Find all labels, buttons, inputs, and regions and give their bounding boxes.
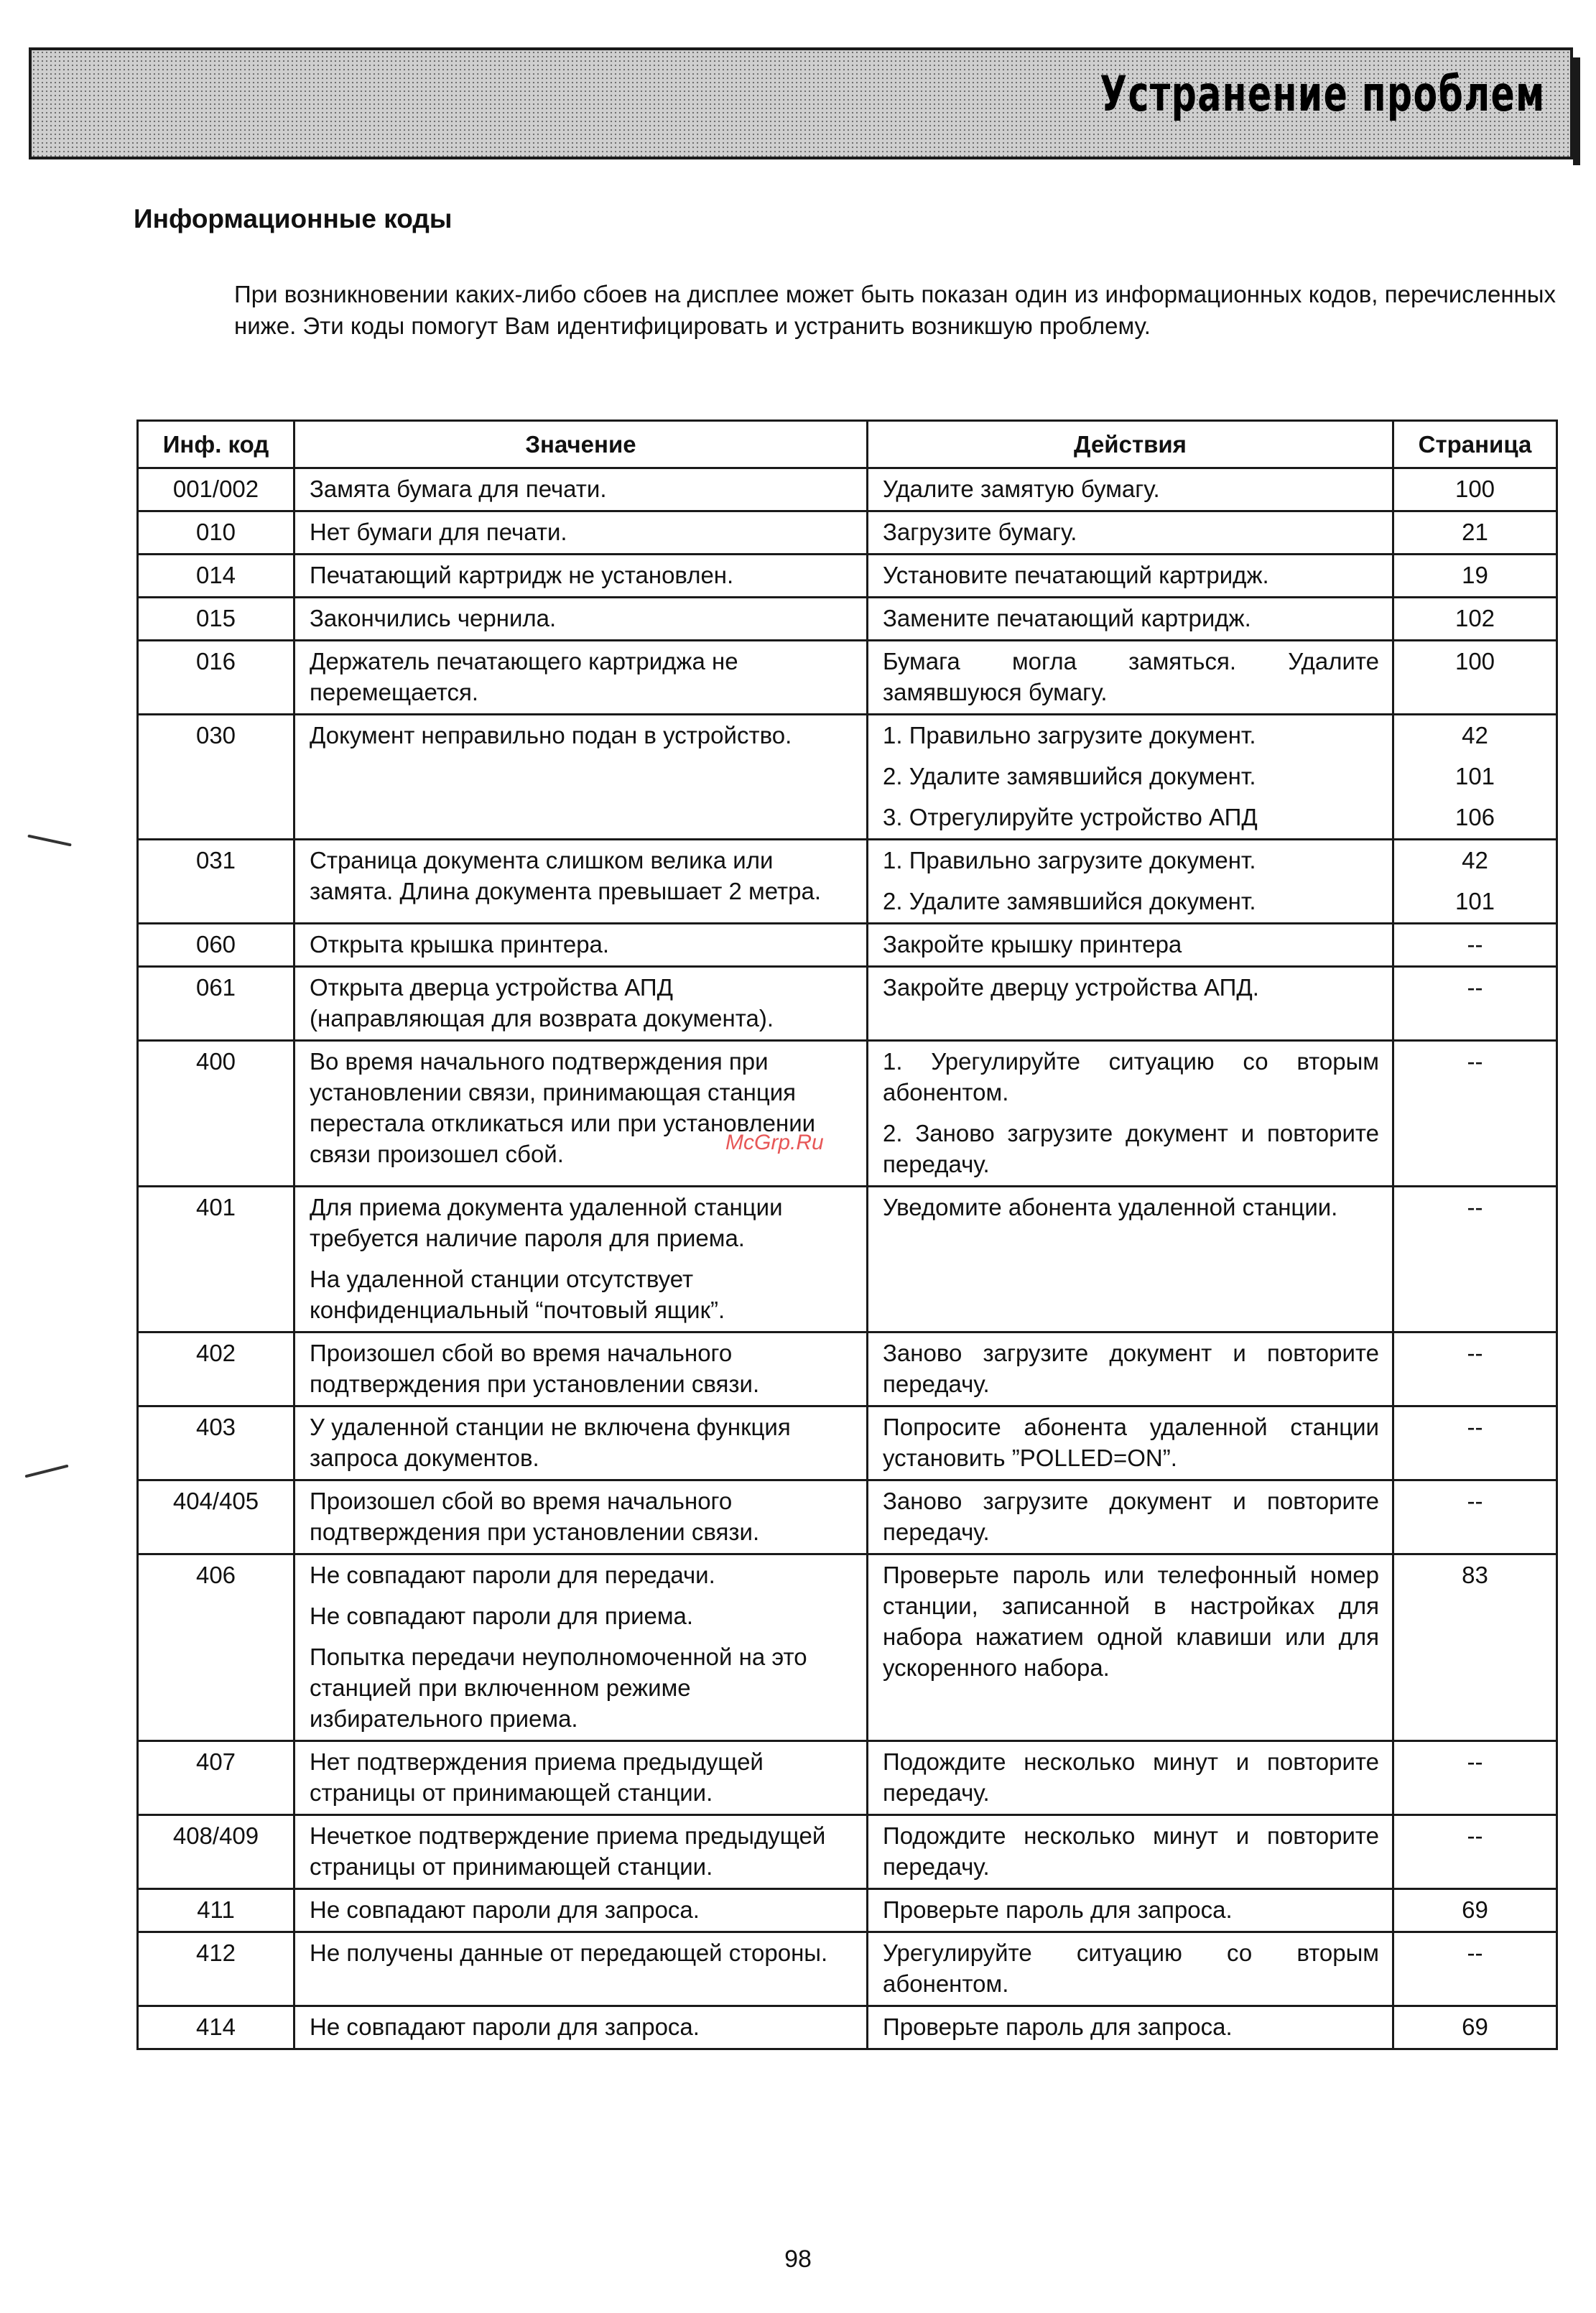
table-row: [138, 1187, 1557, 1332]
meaning-cell: [294, 641, 868, 715]
action-cell: [868, 1815, 1393, 1889]
table-row: [138, 2006, 1557, 2049]
code-cell: 030: [138, 715, 294, 840]
page-cell: [1393, 1741, 1557, 1815]
page-cell-text: 21: [1462, 519, 1488, 545]
page-cell: [1393, 1480, 1557, 1554]
page-cell-text: --: [1467, 1340, 1483, 1366]
meaning-cell: [294, 924, 868, 967]
meaning-cell-text: Не получены данные от передающей стороны.: [310, 1939, 828, 1966]
meaning-cell-text: Не совпадают пароли для запроса.: [310, 2013, 700, 2040]
page-cell-text: 102: [1455, 605, 1495, 631]
meaning-cell-text: У удаленной станции не включена функция запроса документов.: [310, 1414, 791, 1471]
page-cell-text: --: [1467, 1488, 1483, 1514]
code-cell: 408/409: [138, 1815, 294, 1889]
code-cell: 016: [138, 641, 294, 715]
table-row: [138, 924, 1557, 967]
action-cell-text: 3. Отрегулируйте устройство АПД: [883, 804, 1258, 830]
page-cell-text: --: [1467, 1748, 1483, 1775]
meaning-cell-text: Попытка передачи неуполномоченной на это станцией при включенном режиме избирательного приема.: [310, 1644, 807, 1732]
table-row: [138, 468, 1557, 511]
meaning-cell-text: Во время начального подтверждения при установлении связи, принимающая станция перестала откликаться или при установлении связи произошел сбой.: [310, 1048, 816, 1167]
action-cell-text: Замените печатающий картридж.: [883, 605, 1251, 631]
code-cell: 010: [138, 511, 294, 555]
meaning-cell: [294, 967, 868, 1041]
action-cell-text: Урегулируйте ситуацию со вторым абонентом.: [883, 1939, 1379, 1997]
code-cell: 060: [138, 924, 294, 967]
page-cell-text: 106: [1455, 804, 1495, 830]
header-band: [29, 47, 1573, 159]
meaning-cell-text: На удаленной станции отсутствует конфиденциальный “почтовый ящик”.: [310, 1266, 725, 1323]
action-cell: [868, 1041, 1393, 1187]
page-cell: [1393, 555, 1557, 598]
table-row: [138, 1815, 1557, 1889]
action-cell: [868, 840, 1393, 924]
page-cell-text: 83: [1462, 1562, 1488, 1588]
code-cell: 401: [138, 1187, 294, 1332]
table-row: [138, 1332, 1557, 1406]
action-cell: [868, 1889, 1393, 1932]
info-codes-table: [136, 420, 1558, 2050]
scan-mark: [27, 835, 71, 847]
page-cell: [1393, 2006, 1557, 2049]
code-cell: 402: [138, 1332, 294, 1406]
action-cell-text: Закройте крышку принтера: [883, 931, 1182, 958]
action-cell: [868, 1554, 1393, 1741]
action-cell-text: Заново загрузите документ и повторите передачу.: [883, 1488, 1379, 1545]
page-cell-text: 42: [1462, 722, 1488, 748]
meaning-cell: [294, 468, 868, 511]
action-cell: [868, 468, 1393, 511]
table-row: [138, 715, 1557, 840]
header-code: Инф. код: [138, 421, 294, 468]
meaning-cell-text: Замята бумага для печати.: [310, 476, 607, 502]
page-cell-text: 101: [1455, 888, 1495, 914]
page-cell: [1393, 1889, 1557, 1932]
code-cell: 014: [138, 555, 294, 598]
page-number: 98: [784, 2245, 812, 2273]
action-cell: [868, 715, 1393, 840]
page-cell: [1393, 641, 1557, 715]
code-cell: 412: [138, 1932, 294, 2006]
meaning-cell: [294, 2006, 868, 2049]
action-cell: [868, 641, 1393, 715]
table-row: [138, 967, 1557, 1041]
meaning-cell-text: Нет бумаги для печати.: [310, 519, 567, 545]
watermark-text: McGrp.Ru: [725, 1131, 824, 1154]
page-cell: [1393, 598, 1557, 641]
table-row: [138, 1406, 1557, 1480]
meaning-cell: [294, 1554, 868, 1741]
meaning-cell-text: Открыта дверца устройства АПД (направляющая для возврата документа).: [310, 974, 774, 1032]
meaning-cell: [294, 1041, 868, 1187]
page-cell: [1393, 924, 1557, 967]
page-cell-text: 19: [1462, 562, 1488, 588]
page-cell-text: --: [1467, 931, 1483, 958]
table-row: [138, 1932, 1557, 2006]
action-cell-text: 2. Удалите замявшийся документ.: [883, 888, 1256, 914]
action-cell: [868, 1187, 1393, 1332]
meaning-cell-text: Закончились чернила.: [310, 605, 557, 631]
meaning-cell: [294, 1932, 868, 2006]
action-cell: [868, 598, 1393, 641]
page-cell: [1393, 1332, 1557, 1406]
table-row: [138, 1480, 1557, 1554]
code-cell: 406: [138, 1554, 294, 1741]
action-cell: [868, 2006, 1393, 2049]
table-row: [138, 641, 1557, 715]
page-cell-text: 69: [1462, 1896, 1488, 1923]
code-cell: 414: [138, 2006, 294, 2049]
table-row: [138, 598, 1557, 641]
page-cell: [1393, 715, 1557, 840]
action-cell-text: Подождите несколько минут и повторите передачу.: [883, 1748, 1379, 1806]
meaning-cell: [294, 555, 868, 598]
action-cell-text: Проверьте пароль или телефонный номер станции, записанной в настройках для набора нажатием одной клавиши или для ускоренного набора.: [883, 1562, 1379, 1681]
meaning-cell-text: Страница документа слишком велика или замята. Длина документа превышает 2 метра.: [310, 847, 821, 904]
page-cell: [1393, 1554, 1557, 1741]
meaning-cell: [294, 1187, 868, 1332]
meaning-cell-text: Не совпадают пароли для запроса.: [310, 1896, 700, 1923]
action-cell-text: Загрузите бумагу.: [883, 519, 1077, 545]
header-page: Страница: [1393, 421, 1557, 468]
page-cell: [1393, 1406, 1557, 1480]
page-cell: [1393, 468, 1557, 511]
meaning-cell: [294, 715, 868, 840]
action-cell-text: Бумага могла замяться. Удалите замявшуюся бумагу.: [883, 648, 1379, 705]
code-cell: 407: [138, 1741, 294, 1815]
action-cell-text: Установите печатающий картридж.: [883, 562, 1269, 588]
scan-mark: [24, 1465, 68, 1478]
action-cell: [868, 967, 1393, 1041]
page-cell-text: --: [1467, 1048, 1483, 1075]
code-cell: 001/002: [138, 468, 294, 511]
page-cell-text: --: [1467, 1194, 1483, 1220]
code-cell: 403: [138, 1406, 294, 1480]
table-row: [138, 1554, 1557, 1741]
page-cell: [1393, 1932, 1557, 2006]
page-cell-text: --: [1467, 1822, 1483, 1849]
page-cell-text: --: [1467, 974, 1483, 1001]
meaning-cell-text: Нет подтверждения приема предыдущей страницы от принимающей станции.: [310, 1748, 764, 1806]
page-cell: [1393, 1187, 1557, 1332]
page-cell: [1393, 1041, 1557, 1187]
page-cell-text: 100: [1455, 476, 1495, 502]
page-cell-text: 69: [1462, 2013, 1488, 2040]
action-cell-text: Уведомите абонента удаленной станции.: [883, 1194, 1338, 1220]
meaning-cell: [294, 1889, 868, 1932]
meaning-cell: [294, 1815, 868, 1889]
page-cell-text: --: [1467, 1939, 1483, 1966]
meaning-cell: [294, 840, 868, 924]
header-meaning: Значение: [294, 421, 868, 468]
chapter-title: Устранение проблем: [1100, 66, 1546, 123]
intro-paragraph: При возникновении каких-либо сбоев на дисплее может быть показан один из информационных кодов, перечисленных ниже. Эти коды помогут Вам идентифицировать и устранить возникшую проблему.: [234, 281, 1556, 339]
action-cell-text: 2. Удалите замявшийся документ.: [883, 763, 1256, 789]
action-cell: [868, 1332, 1393, 1406]
action-cell-text: 1. Урегулируйте ситуацию со вторым абонентом.: [883, 1048, 1379, 1105]
table-row: [138, 1741, 1557, 1815]
action-cell-text: Удалите замятую бумагу.: [883, 476, 1160, 502]
action-cell: [868, 924, 1393, 967]
action-cell: [868, 1480, 1393, 1554]
meaning-cell: [294, 598, 868, 641]
action-cell-text: Попросите абонента удаленной станции установить ”POLLED=ON”.: [883, 1414, 1379, 1471]
meaning-cell: [294, 1480, 868, 1554]
meaning-cell-text: Не совпадают пароли для приема.: [310, 1603, 694, 1629]
meaning-cell-text: Произошел сбой во время начального подтверждения при установлении связи.: [310, 1488, 760, 1545]
table-row: [138, 1041, 1557, 1187]
action-cell-text: 1. Правильно загрузите документ.: [883, 847, 1256, 873]
table-row: [138, 840, 1557, 924]
code-cell: 411: [138, 1889, 294, 1932]
meaning-cell-text: Не совпадают пароли для передачи.: [310, 1562, 715, 1588]
action-cell-text: Закройте дверцу устройства АПД.: [883, 974, 1259, 1001]
page-cell-text: --: [1467, 1414, 1483, 1440]
page-cell-text: 100: [1455, 648, 1495, 675]
page-cell: [1393, 840, 1557, 924]
meaning-cell-text: Для приема документа удаленной станции требуется наличие пароля для приема.: [310, 1194, 783, 1251]
meaning-cell: [294, 1406, 868, 1480]
action-cell: [868, 1741, 1393, 1815]
section-title: Информационные коды: [134, 204, 453, 233]
action-cell-text: Проверьте пароль для запроса.: [883, 2013, 1233, 2040]
meaning-cell-text: Открыта крышка принтера.: [310, 931, 610, 958]
meaning-cell: [294, 1332, 868, 1406]
action-cell-text: Проверьте пароль для запроса.: [883, 1896, 1233, 1923]
code-cell: 404/405: [138, 1480, 294, 1554]
meaning-cell: [294, 1741, 868, 1815]
meaning-cell: [294, 511, 868, 555]
code-cell: 061: [138, 967, 294, 1041]
page-cell: [1393, 511, 1557, 555]
code-cell: 400: [138, 1041, 294, 1187]
meaning-cell-text: Документ неправильно подан в устройство.: [310, 722, 792, 748]
action-cell: [868, 1406, 1393, 1480]
table-row: [138, 511, 1557, 555]
meaning-cell-text: Нечеткое подтверждение приема предыдущей страницы от принимающей станции.: [310, 1822, 826, 1880]
page-cell: [1393, 1815, 1557, 1889]
action-cell: [868, 1932, 1393, 2006]
page-cell-text: 42: [1462, 847, 1488, 873]
meaning-cell-text: Держатель печатающего картриджа не перемещается.: [310, 648, 738, 705]
code-cell: 031: [138, 840, 294, 924]
action-cell: [868, 555, 1393, 598]
action-cell: [868, 511, 1393, 555]
table-row: [138, 555, 1557, 598]
meaning-cell-text: Печатающий картридж не установлен.: [310, 562, 734, 588]
action-cell-text: 1. Правильно загрузите документ.: [883, 722, 1256, 748]
action-cell-text: Заново загрузите документ и повторите передачу.: [883, 1340, 1379, 1397]
action-cell-text: Подождите несколько минут и повторите передачу.: [883, 1822, 1379, 1880]
page-cell: [1393, 967, 1557, 1041]
code-cell: 015: [138, 598, 294, 641]
table-header-row: [138, 421, 1557, 468]
meaning-cell-text: Произошел сбой во время начального подтверждения при установлении связи.: [310, 1340, 760, 1397]
action-cell-text: 2. Заново загрузите документ и повторите передачу.: [883, 1120, 1379, 1177]
page-cell-text: 101: [1455, 763, 1495, 789]
header-actions: Действия: [868, 421, 1393, 468]
table-body: [138, 468, 1557, 2049]
table-row: [138, 1889, 1557, 1932]
